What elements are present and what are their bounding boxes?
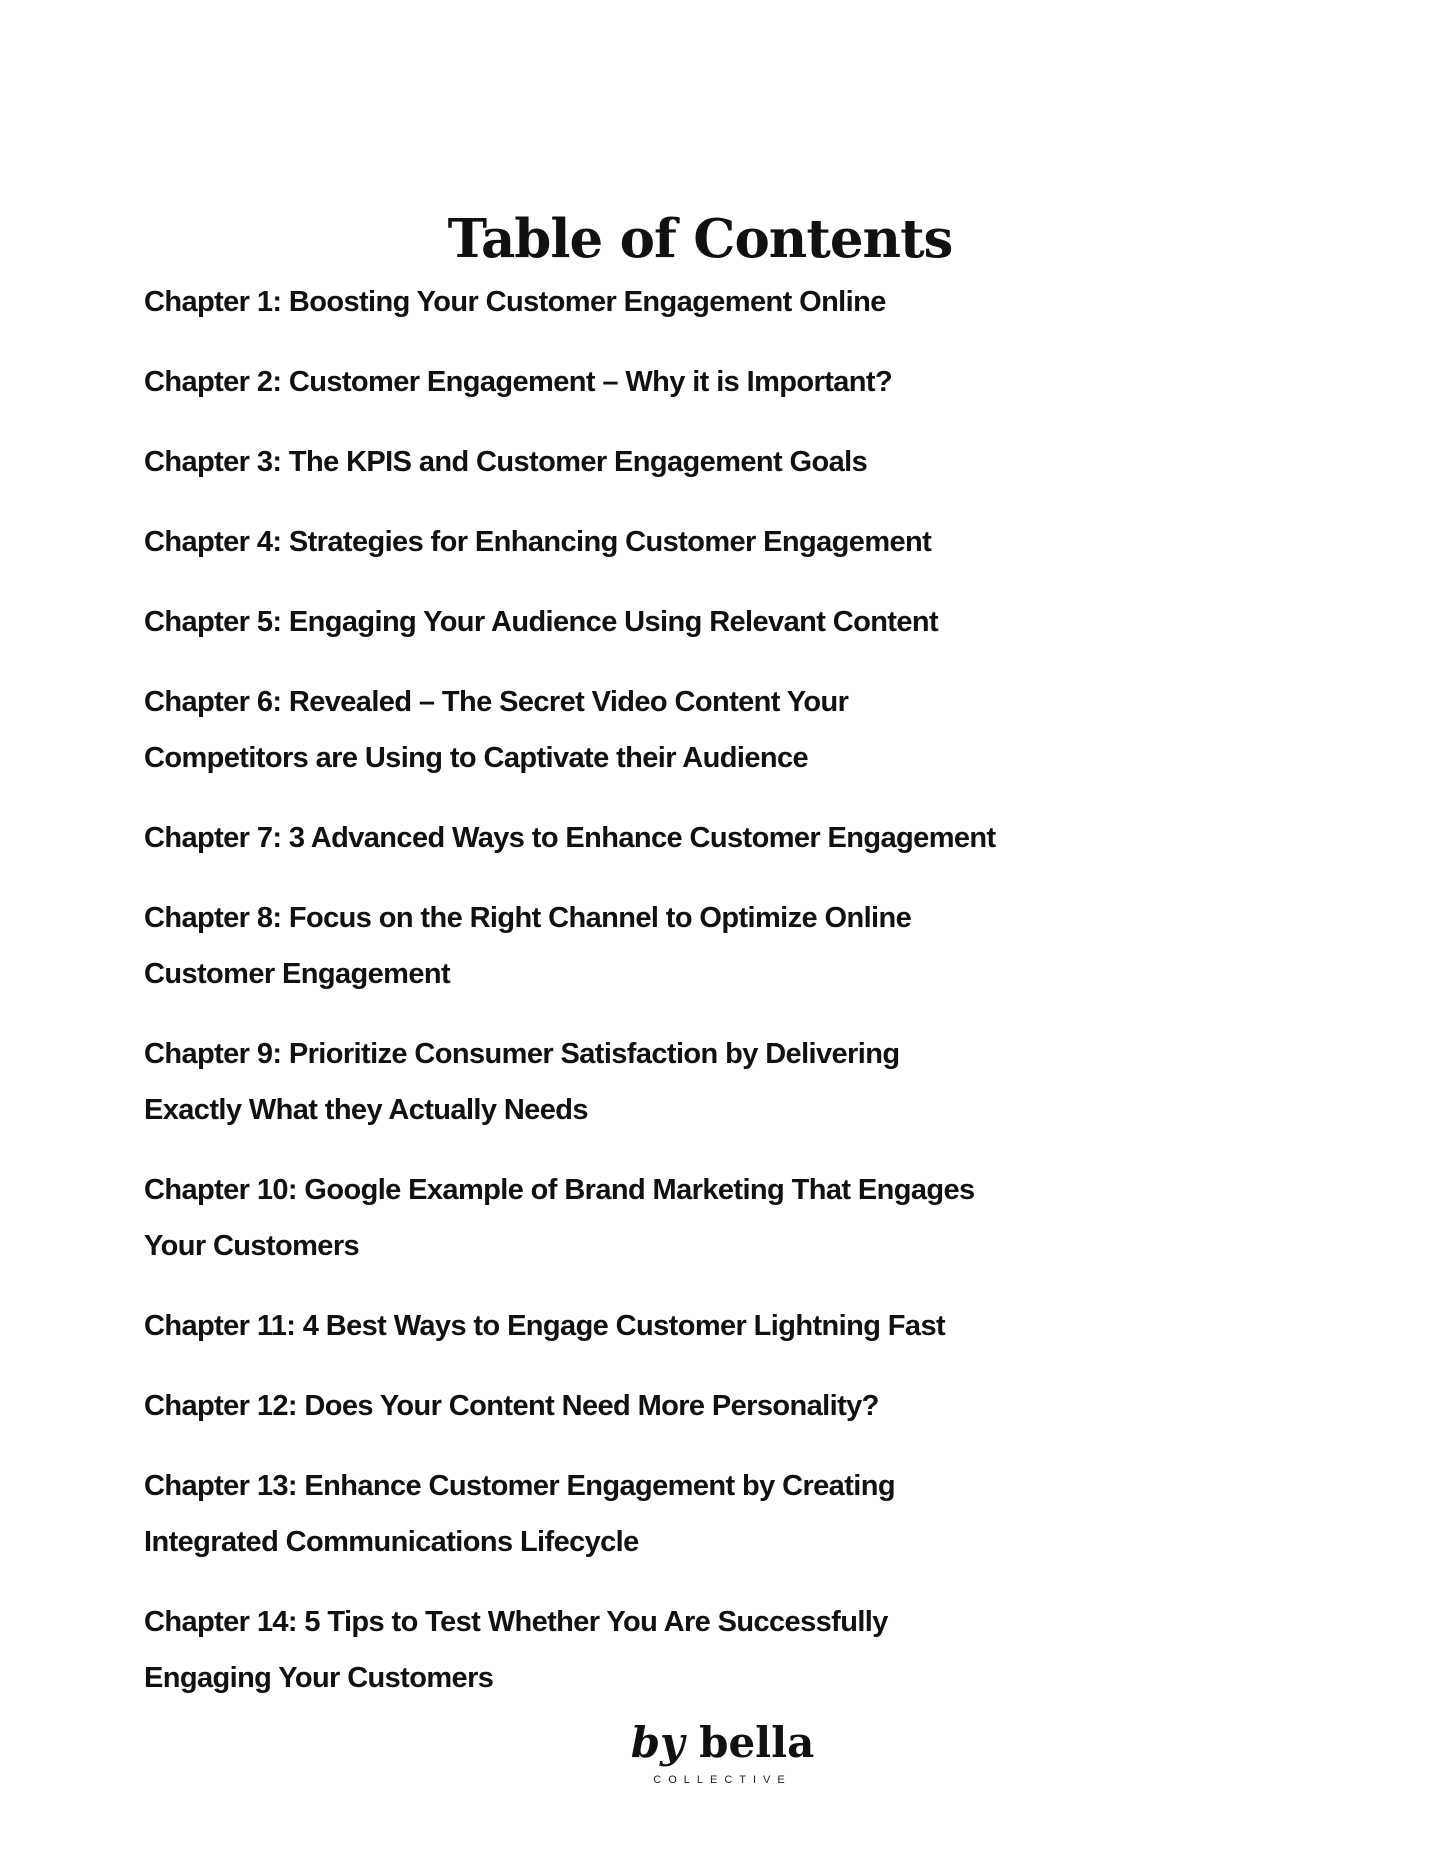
- logo-name: bella: [699, 1718, 815, 1767]
- toc-entry-chapter-1: Chapter 1: Boosting Your Customer Engagement Online: [144, 286, 886, 318]
- page-title: Table of Contents: [447, 207, 953, 270]
- toc-entry-chapter-7: Chapter 7: 3 Advanced Ways to Enhance Customer Engagement: [144, 822, 996, 854]
- logo-by: by: [630, 1718, 685, 1767]
- toc-entry-chapter-10: Chapter 10: Google Example of Brand Marketing That Engages Your Customers: [144, 1174, 975, 1262]
- toc-entry-chapter-8: Chapter 8: Focus on the Right Channel to Optimize Online Customer Engagement: [144, 902, 912, 990]
- brand-logo: [0, 1718, 1445, 1788]
- toc-entry-chapter-9: Chapter 9: Prioritize Consumer Satisfaction by Delivering Exactly What they Actually Needs: [144, 1038, 900, 1126]
- logo-subtitle: COLLECTIVE: [653, 1774, 792, 1786]
- logo-wordmark: [0, 1718, 1445, 1768]
- toc-entry-chapter-13: Chapter 13: Enhance Customer Engagement by Creating Integrated Communications Lifecycle: [144, 1470, 895, 1558]
- toc-entry-chapter-14: Chapter 14: 5 Tips to Test Whether You Are Successfully Engaging Your Customers: [144, 1606, 888, 1694]
- toc-entry-chapter-6: Chapter 6: Revealed – The Secret Video Content Your Competitors are Using to Captivate their Audience: [144, 686, 849, 774]
- toc-entry-chapter-11: Chapter 11: 4 Best Ways to Engage Customer Lightning Fast: [144, 1310, 946, 1342]
- toc-entry-chapter-2: Chapter 2: Customer Engagement – Why it is Important?: [144, 366, 893, 398]
- toc-entry-chapter-5: Chapter 5: Engaging Your Audience Using Relevant Content: [144, 606, 939, 638]
- toc-entry-chapter-4: Chapter 4: Strategies for Enhancing Customer Engagement: [144, 526, 932, 558]
- toc-entry-chapter-3: Chapter 3: The KPIS and Customer Engagement Goals: [144, 446, 868, 478]
- table-of-contents: [144, 274, 1044, 1730]
- toc-entry-chapter-12: Chapter 12: Does Your Content Need More Personality?: [144, 1390, 879, 1422]
